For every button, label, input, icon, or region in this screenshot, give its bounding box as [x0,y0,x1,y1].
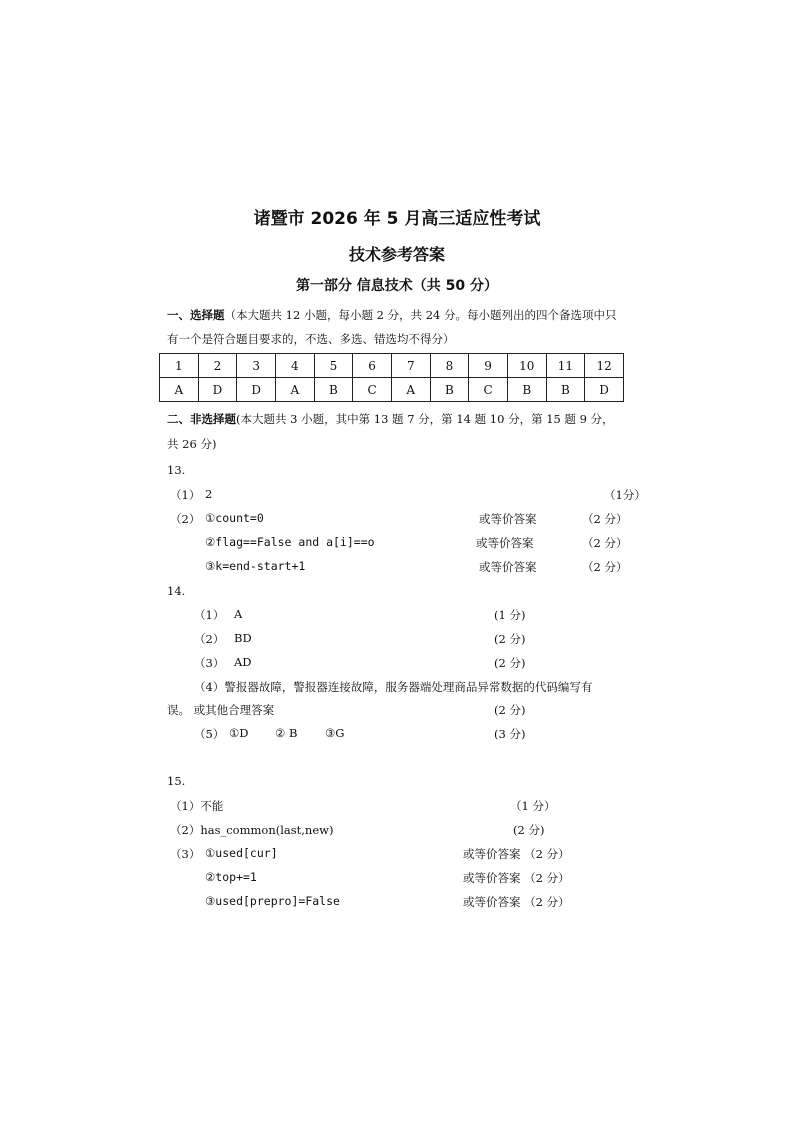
section2-heading: 二、非选择题 [167,412,236,426]
answer-cell: D [237,378,276,402]
question-number-cell: 10 [507,354,546,378]
q13-part2-number: （2） [170,512,201,526]
question-number-cell: 7 [391,354,430,378]
question-number-cell: 2 [198,354,237,378]
section2-intro [167,411,614,427]
section1-intro [167,307,617,323]
q13-answer-3: ③k=end-start+1 [205,559,306,573]
answer-cell: B [507,378,546,402]
section1-heading: 一、选择题 [167,308,225,322]
question-number-cell: 3 [237,354,276,378]
q14-part2-number: （2） [194,632,225,646]
q13-equiv-3: 或等价答案 [479,560,537,574]
q14-part3-number: （3） [194,656,225,670]
q14-part1-answer: A [234,607,243,621]
answer-table-answer-row [160,378,624,402]
q15-part3-number: （3） [170,847,201,861]
answer-cell: C [353,378,392,402]
q13-equiv-1: 或等价答案 [479,512,537,526]
question-number-cell: 1 [160,354,199,378]
question-number-cell: 8 [430,354,469,378]
answer-table-number-row [160,354,624,378]
question-number-cell: 12 [585,354,624,378]
q14-part2-answer: BD [234,631,252,645]
part-heading: 第一部分 信息技术（共 50 分） [295,278,499,294]
section1-desc-line2: 有一个是符合题目要求的，不选、多选、错选均不得分） [167,332,455,346]
q14-part1-number: （1） [194,608,225,622]
question-number-cell: 6 [353,354,392,378]
q14-part4-score: (2 分) [494,703,526,717]
q15-equiv-score-3: 或等价答案 （2 分） [463,895,570,909]
answer-cell: A [160,378,199,402]
question-number-cell: 5 [314,354,353,378]
q14-part3-answer: AD [234,655,252,669]
q14-part4-line2: 误。 或其他合理答案 [167,703,275,717]
q14-part1-score: (1 分) [494,608,526,622]
answer-table [159,353,624,402]
question-number-cell: 9 [469,354,508,378]
q15-answer-1: ①used[cur] [205,846,278,860]
q14-part3-score: (2 分) [494,656,526,670]
q14-part5-answer-c: ③G [325,726,345,740]
q13-part1-answer: 2 [205,487,213,501]
q13-answer-2: ②flag==False and a[i]==o [205,535,375,549]
q14-part5-number: （5） [194,727,225,741]
q15-part2-score: (2 分) [513,823,545,837]
q15-answer-2: ②top+=1 [205,870,257,884]
answer-cell: D [198,378,237,402]
document-subtitle: 技术参考答案 [348,245,445,264]
section1-desc-line1: （本大题共 12 小题，每小题 2 分，共 24 分。每小题列出的四个备选项中只 [224,308,617,322]
answer-cell: A [275,378,314,402]
answer-cell: B [314,378,353,402]
q15-equiv-score-2: 或等价答案 （2 分） [463,871,570,885]
document-title: 诸暨市 2026 年 5 月高三适应性考试 [253,209,541,229]
q15-answer-3: ③used[prepro]=False [205,894,340,908]
q14-label: 14. [167,584,186,598]
section2-desc-line2: 共 26 分) [167,437,217,451]
question-number-cell: 4 [275,354,314,378]
q14-part2-score: (2 分) [494,632,526,646]
q13-score-1: （2 分） [582,512,628,526]
q15-part2: （2）has_common(last,new) [170,823,334,837]
q15-part1: （1）不能 [170,799,224,813]
q14-part4-line1: （4）警报器故障，警报器连接故障，服务器端处理商品异常数据的代码编写有 [194,680,593,694]
answer-cell: B [430,378,469,402]
q14-part5-answer-b: ② B [275,726,298,740]
question-number-cell: 11 [546,354,585,378]
q14-part5-score: (3 分) [494,727,526,741]
q13-score-2: （2 分） [582,536,628,550]
section2-desc-line1: (本大题共 3 小题，其中第 13 题 7 分，第 14 题 10 分，第 15 题 9 分， [236,412,614,426]
q13-label: 13. [167,463,186,477]
q13-equiv-2: 或等价答案 [476,536,534,550]
answer-cell: B [546,378,585,402]
q15-part1-score: （1 分） [510,799,556,813]
answer-cell: C [469,378,508,402]
q13-answer-1: ①count=0 [205,511,264,525]
q13-score-3: （2 分） [582,560,628,574]
q14-part5-answer-a: ①D [229,726,249,740]
q13-part1-number: （1） [170,488,201,502]
answer-cell: D [585,378,624,402]
q15-label: 15. [167,774,186,788]
q13-part1-score: （1分） [604,488,646,502]
q15-equiv-score-1: 或等价答案 （2 分） [463,847,570,861]
answer-cell: A [391,378,430,402]
